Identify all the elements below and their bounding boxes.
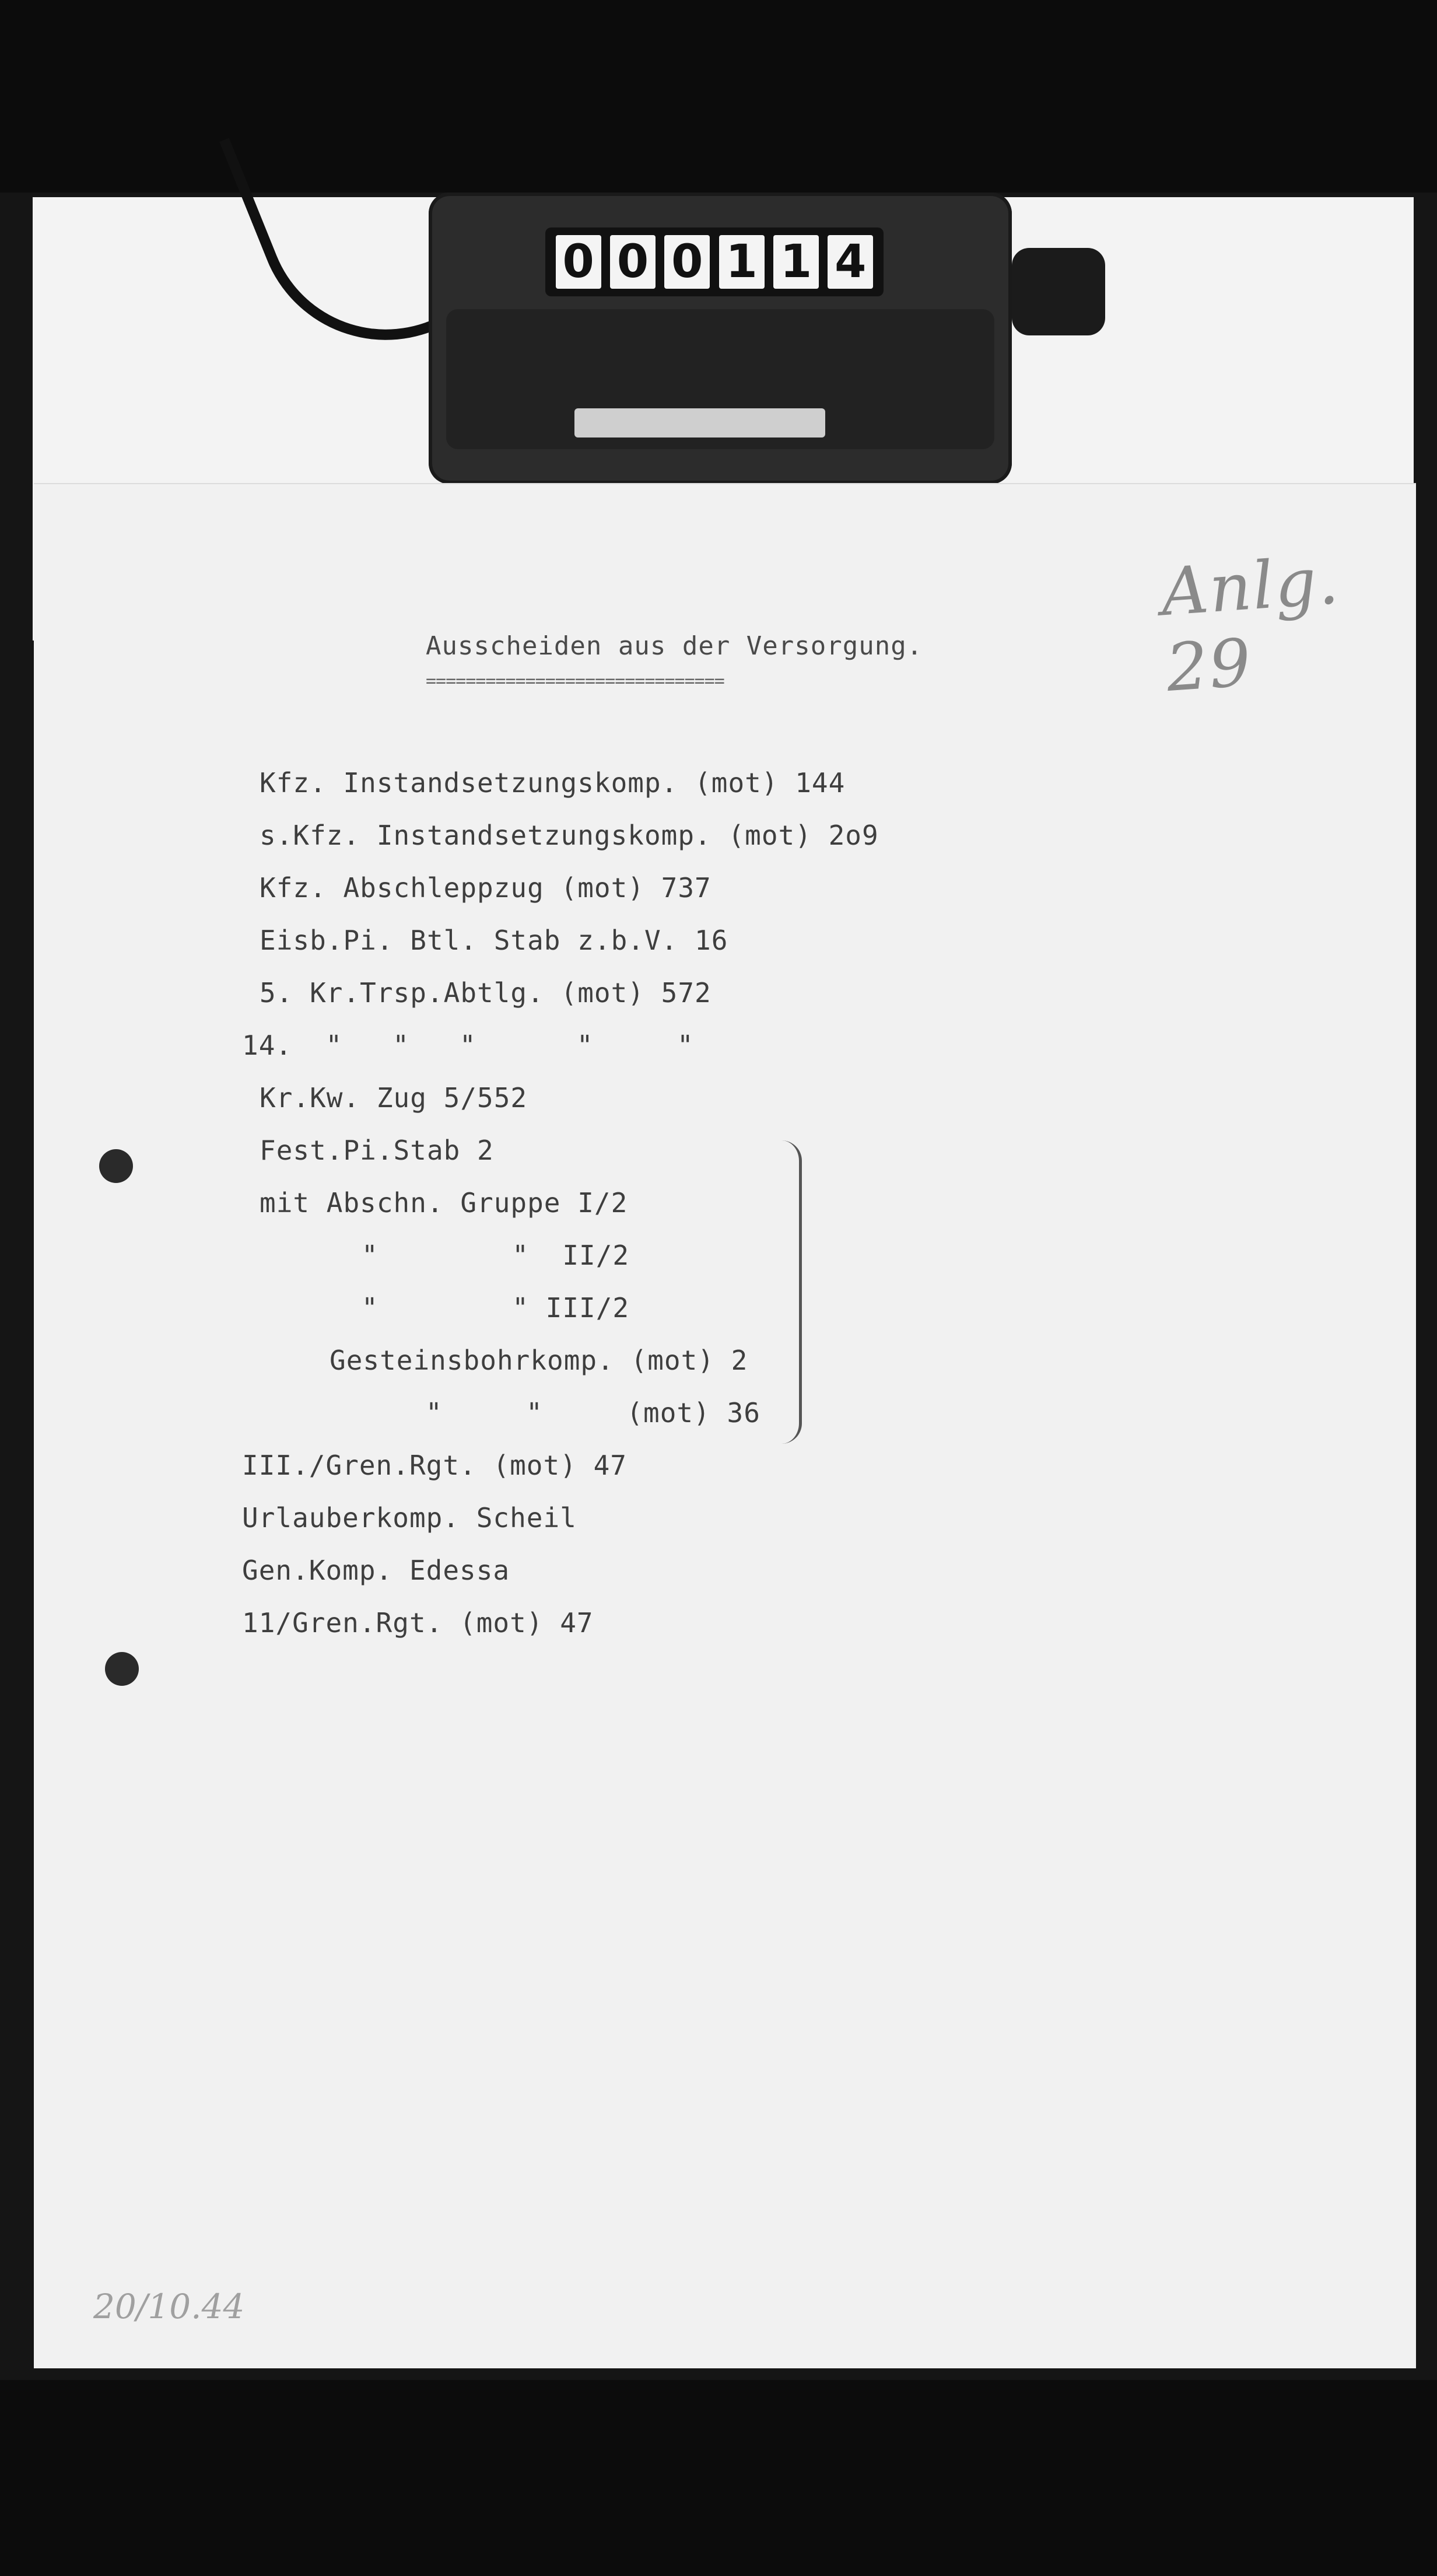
unit-line: Gen.Komp. Edessa xyxy=(242,1555,510,1586)
handwritten-annotation: Anlg. 29 xyxy=(1158,542,1342,707)
unit-line: Gesteinsbohrkomp. (mot) 2 xyxy=(330,1345,748,1376)
film-border-top xyxy=(0,0,1437,192)
counter-digit: 0 xyxy=(610,235,656,289)
punch-hole xyxy=(105,1652,139,1686)
title-underline: ============================== xyxy=(426,671,724,691)
unit-line: Kfz. Abschleppzug (mot) 737 xyxy=(260,872,712,904)
counter-digit: 4 xyxy=(828,235,873,289)
handwritten-date: 20/10.44 xyxy=(93,2287,245,2326)
unit-line: 11/Gren.Rgt. (mot) 47 xyxy=(242,1607,594,1639)
unit-line: Fest.Pi.Stab 2 xyxy=(260,1135,494,1166)
film-border-bottom xyxy=(0,2380,1437,2576)
counter-digit: 0 xyxy=(664,235,710,289)
counter-digit: 1 xyxy=(773,235,819,289)
unit-line: Urlauberkomp. Scheil xyxy=(242,1502,577,1534)
unit-line: 14. " " " " " xyxy=(242,1030,694,1061)
unit-line: Kr.Kw. Zug 5/552 xyxy=(260,1082,528,1114)
unit-line: mit Abschn. Gruppe I/2 xyxy=(260,1187,628,1219)
unit-line: s.Kfz. Instandsetzungskomp. (mot) 2o9 xyxy=(260,820,879,851)
unit-line: " " (mot) 36 xyxy=(426,1397,760,1429)
unit-line: " " II/2 xyxy=(362,1240,630,1271)
counter-digit: 0 xyxy=(556,235,601,289)
frame-counter-device xyxy=(429,192,1012,484)
counter-knob xyxy=(1012,248,1105,335)
unit-line: III./Gren.Rgt. (mot) 47 xyxy=(242,1450,627,1481)
counter-digits xyxy=(545,228,884,296)
counter-plate xyxy=(574,408,825,438)
counter-digit: 1 xyxy=(719,235,765,289)
unit-line: Eisb.Pi. Btl. Stab z.b.V. 16 xyxy=(260,925,728,956)
unit-line: " " III/2 xyxy=(362,1292,630,1324)
grouping-brace xyxy=(781,1140,802,1444)
document-title: Ausscheiden aus der Versorgung. xyxy=(426,631,923,661)
unit-line: 5. Kr.Trsp.Abtlg. (mot) 572 xyxy=(260,977,712,1009)
unit-line: Kfz. Instandsetzungskomp. (mot) 144 xyxy=(260,767,846,799)
punch-hole xyxy=(99,1149,133,1183)
